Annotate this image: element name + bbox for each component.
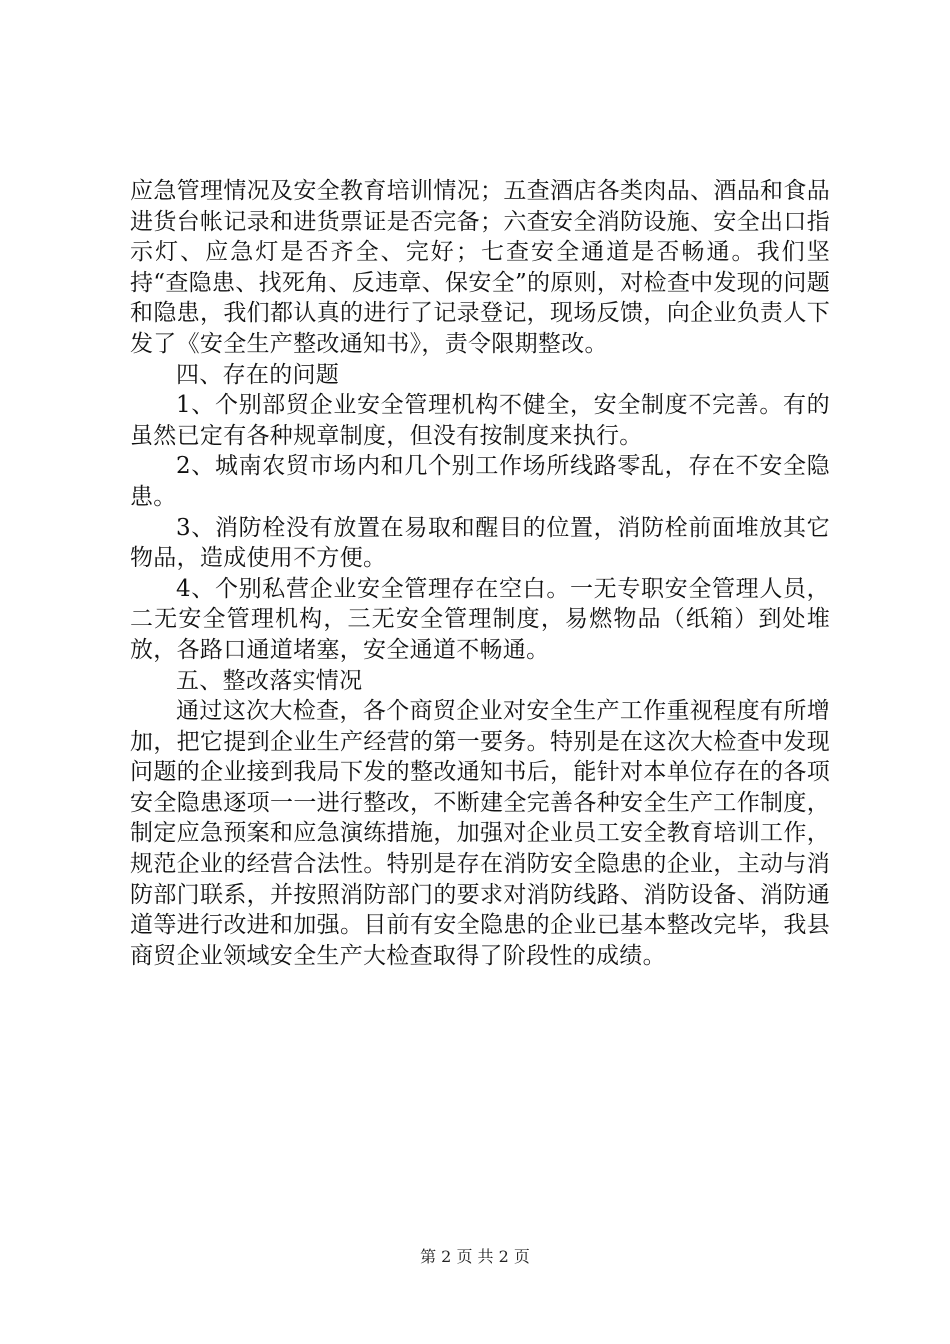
problem-item-2: 2、城南农贸市场内和几个别工作场所线路零乱，存在不安全隐患。 xyxy=(130,453,830,510)
heading-rectification: 五、整改落实情况 xyxy=(176,667,363,694)
heading-existing-problems: 四、存在的问题 xyxy=(176,361,340,388)
problem-item-4: 4、个别私营企业安全管理存在空白。一无专职安全管理人员，二无安全管理机构，三无安全管理制度，易燃物品（纸箱）到处堆放，各路口通道堵塞，安全通道不畅通。 xyxy=(130,575,830,663)
paragraph-rectification: 通过这次大检查，各个商贸企业对安全生产工作重视程度有所增加，把它提到企业生产经营的第一要务。特别是在这次大检查中发现问题的企业接到我局下发的整改通知书后，能针对本单位存在的各项安全隐患逐项一一进行整改，不断建全完善各种安全生产工作制度，制定应急预案和应急演练措施，加强对企业员工安全教育培训工作，规范企业的经营合法性。特别是存在消防安全隐患的企业，主动与消防部门联系，并按照消防部门的要求对消防线路、消防设备、消防通道等进行改进和加强。目前有安全隐患的企业已基本整改完毕，我县商贸企业领域安全生产大检查取得了阶段性的成绩。 xyxy=(130,698,830,969)
problem-item-3: 3、消防栓没有放置在易取和醒目的位置，消防栓前面堆放其它物品，造成使用不方便。 xyxy=(130,514,830,572)
paragraph-inspection-summary: 应急管理情况及安全教育培训情况；五查酒店各类肉品、酒品和食品进货台帐记录和进货票证是否完备；六查安全消防设施、安全出口指示灯、应急灯是否齐全、完好；七查安全通道是否畅通。我们坚持“查隐患、找死角、反违章、保安全”的原则，对检查中发现的问题和隐患，我们都认真的进行了记录登记，现场反馈，向企业负责人下发了《安全生产整改通知书》，责令限期整改。 xyxy=(130,178,830,357)
problem-item-1: 1、个别部贸企业安全管理机构不健全，安全制度不完善。有的虽然已定有各种规章制度，但没有按制度来执行。 xyxy=(130,392,830,449)
body-text xyxy=(130,176,830,971)
page-number-footer: 第 2 页 共 2 页 xyxy=(420,1247,530,1266)
